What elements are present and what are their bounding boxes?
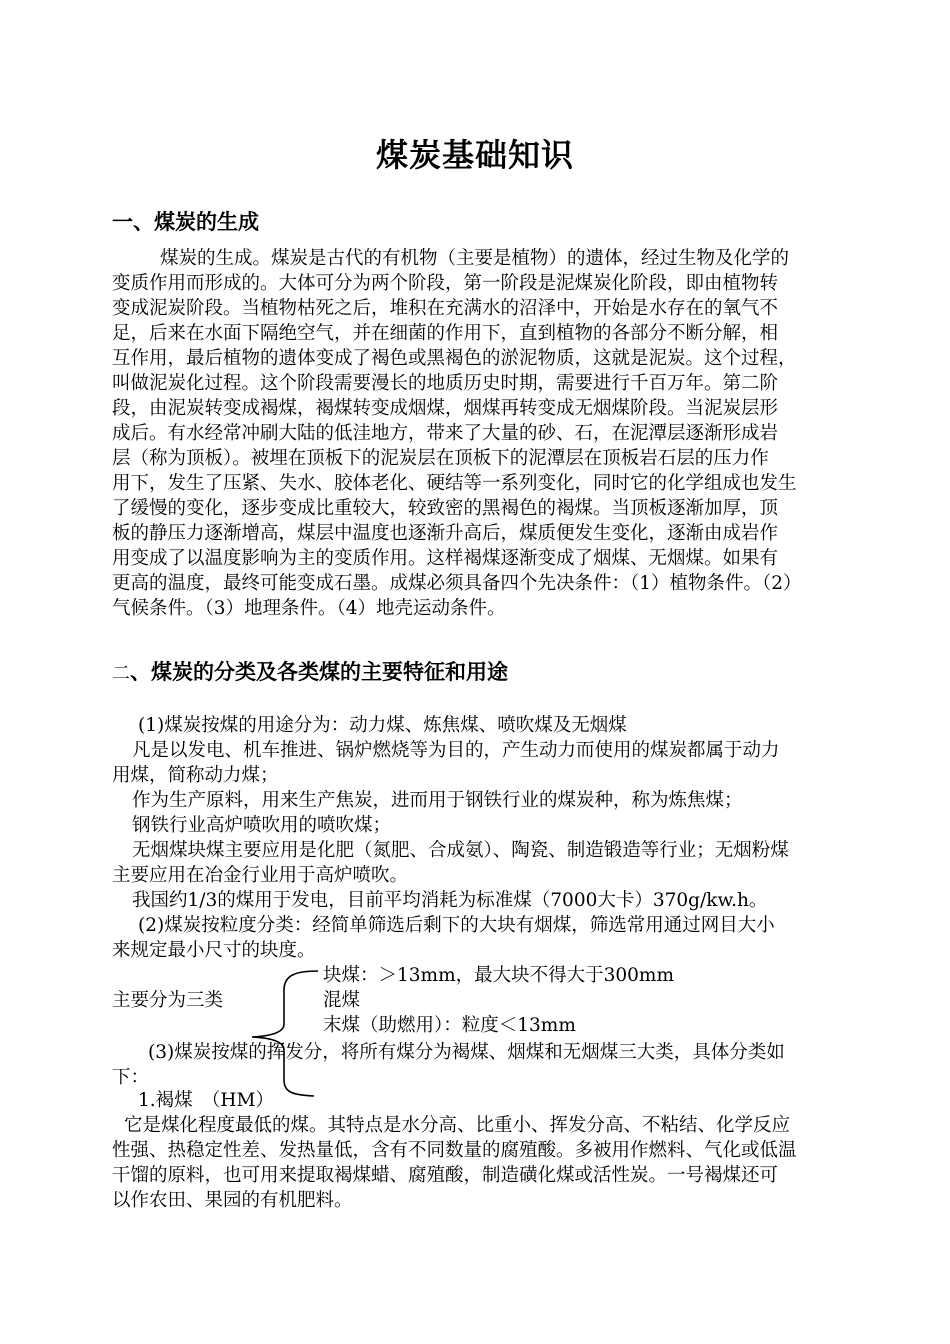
paragraph-line: 板的静压力逐渐增高，煤层中温度也逐渐升高后，煤质便发生变化，逐渐由成岩作 — [112, 523, 779, 544]
document-title: 煤炭基础知识 — [375, 136, 574, 174]
size-item: 块煤：＞13mm，最大块不得大于300mm — [323, 965, 675, 986]
paragraph-line: 主要应用在冶金行业用于高炉喷吹。 — [112, 865, 409, 886]
paragraph-line: (3)煤炭按煤的挥发分，将所有煤分为褐煤、烟煤和无烟煤三大类，具体分类如 — [148, 1042, 785, 1063]
paragraph-line: 以作农田、果园的有机肥料。 — [112, 1190, 353, 1211]
section-1-heading: 一、煤炭的生成 — [112, 210, 259, 234]
paragraph-line: (2)煤炭按粒度分类：经简单筛选后剩下的大块有烟煤，筛选常用通过网目大小 — [138, 915, 775, 936]
paragraph-line: 足，后来在水面下隔绝空气，并在细菌的作用下，直到植物的各部分不断分解，相 — [112, 323, 779, 344]
paragraph-line: 来规定最小尺寸的块度。 — [112, 940, 316, 961]
paragraph-line: 互作用，最后植物的遗体变成了褐色或黑褐色的淤泥物质，这就是泥炭。这个过程， — [112, 348, 797, 369]
paragraph-line: 变成泥炭阶段。当植物枯死之后，堆积在充满水的沼泽中，开始是水存在的氧气不 — [112, 298, 779, 319]
paragraph-line: 用变成了以温度影响为主的变质作用。这样褐煤逐渐变成了烟煤、无烟煤。如果有 — [112, 548, 779, 569]
paragraph-line: 性强、热稳定性差、发热量低，含有不同数量的腐殖酸。多被用作燃料、气化或低温 — [112, 1140, 797, 1161]
paragraph-line: 它是煤化程度最低的煤。其特点是水分高、比重小、挥发分高、不粘结、化学反应 — [124, 1115, 791, 1136]
paragraph-line: 气候条件。（3）地理条件。（4）地壳运动条件。 — [112, 598, 506, 619]
paragraph-line: 无烟煤块煤主要应用是化肥（氮肥、合成氨）、陶瓷、制造锻造等行业；无烟粉煤 — [132, 840, 789, 861]
paragraph-line: 了缓慢的变化，逐步变成比重较大，较致密的黑褐色的褐煤。当顶板逐渐加厚，顶 — [112, 498, 779, 519]
paragraph-line: 下： — [112, 1067, 150, 1088]
paragraph-line: 层（称为顶板）。被埋在顶板下的泥炭层在顶板下的泥潭层在顶板岩石层的压力作 — [112, 448, 769, 469]
paragraph-line: 叫做泥炭化过程。这个阶段需要漫长的地质历史时期，需要进行千百万年。第二阶 — [112, 373, 779, 394]
paragraph-line: 更高的温度，最终可能变成石墨。成煤必须具备四个先决条件：（1）植物条件。（2） — [112, 573, 802, 594]
paragraph-line: 煤炭的生成。煤炭是古代的有机物（主要是植物）的遗体，经过生物及化学的 — [160, 248, 790, 269]
paragraph-line: (1)煤炭按煤的用途分为：动力煤、炼焦煤、喷吹煤及无烟煤 — [138, 715, 627, 736]
paragraph-line: 用煤，简称动力煤； — [112, 765, 279, 786]
paragraph-line: 钢铁行业高炉喷吹用的喷吹煤； — [132, 815, 392, 836]
subheading-lignite: 1.褐煤 （HM） — [138, 1090, 274, 1111]
paragraph-line: 凡是以发电、机车推进、锅炉燃烧等为目的，产生动力而使用的煤炭都属于动力 — [132, 740, 780, 761]
size-classification-label: 主要分为三类 — [112, 990, 224, 1011]
paragraph-line: 作为生产原料，用来生产焦炭，进而用于钢铁行业的煤炭种，称为炼焦煤； — [132, 790, 743, 811]
paragraph-line: 用下，发生了压紧、失水、胶体老化、硬结等一系列变化，同时它的化学组成也发生 — [112, 473, 797, 494]
paragraph-line: 变质作用而形成的。大体可分为两个阶段，第一阶段是泥煤炭化阶段，即由植物转 — [112, 273, 779, 294]
paragraph-line: 段，由泥炭转变成褐煤，褐煤转变成烟煤，烟煤再转变成无烟煤阶段。当泥炭层形 — [112, 398, 779, 419]
section-2-heading-text: 、煤炭的分类及各类煤的主要特征和用途 — [130, 660, 508, 684]
paragraph-line: 成后。有水经常冲刷大陆的低洼地方，带来了大量的砂、石，在泥潭层逐渐形成岩 — [112, 423, 779, 444]
size-item: 混煤 — [323, 990, 361, 1011]
paragraph-line: 我国约1/3的煤用于发电，目前平均消耗为标准煤（7000大卡）370g/kw.h。 — [132, 890, 768, 911]
size-item: 末煤（助燃用）：粒度＜13mm — [323, 1015, 576, 1036]
section-2-heading — [112, 656, 508, 686]
paragraph-line: 干馏的原料，也可用来提取褐煤蜡、腐殖酸，制造磺化煤或活性炭。一号褐煤还可 — [112, 1165, 779, 1186]
section-2-heading-number: 二 — [112, 663, 130, 684]
curly-brace — [250, 968, 320, 1098]
